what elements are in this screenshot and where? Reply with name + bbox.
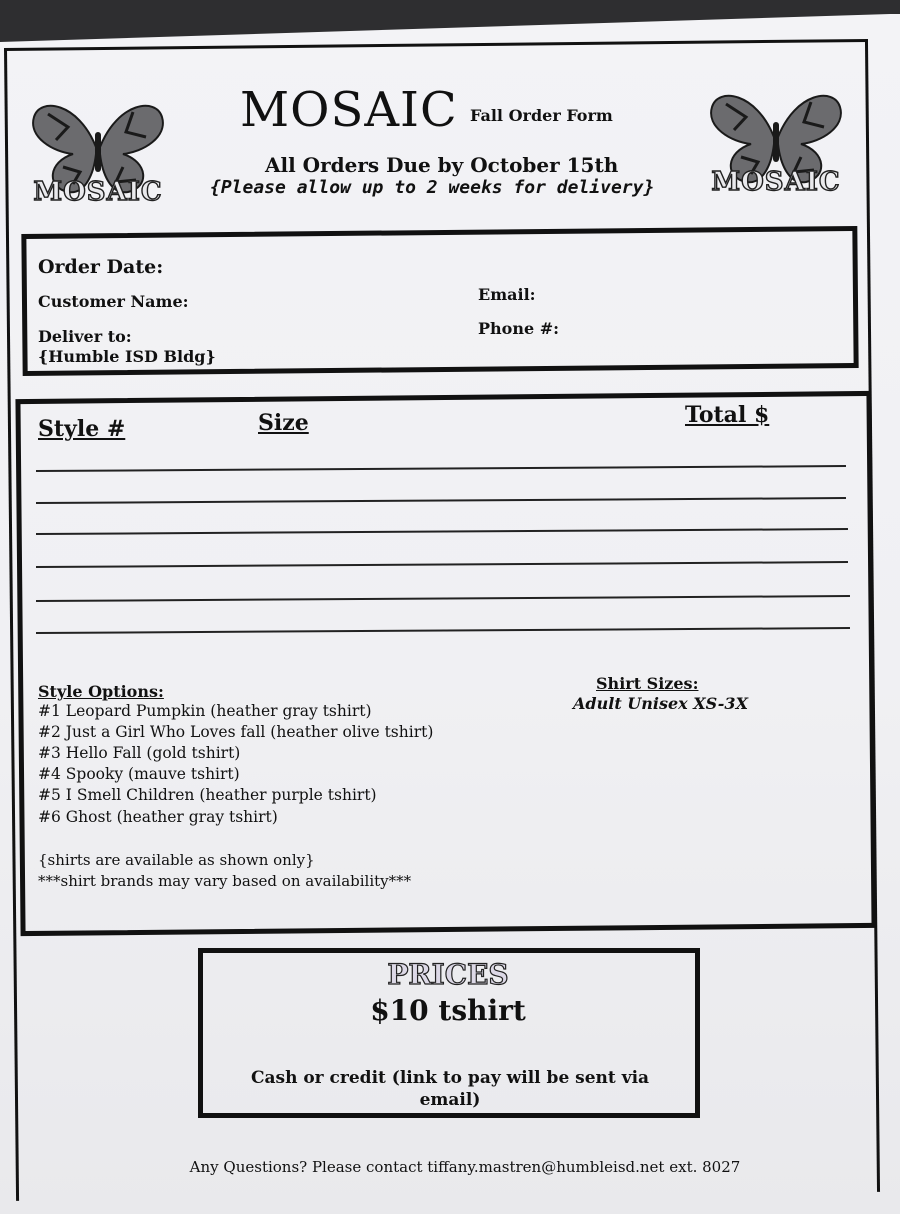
style-option: #1 Leopard Pumpkin (heather gray tshirt): [38, 702, 372, 720]
shirt-sizes-value: Adult Unisex XS-3X: [573, 694, 748, 713]
style-options-title: Style Options:: [38, 682, 164, 701]
style-option: #6 Ghost (heather gray tshirt): [38, 808, 278, 826]
tshirt-price: $10 tshirt: [370, 994, 526, 1027]
form-title: MOSAIC: [240, 82, 458, 138]
availability-note: {shirts are available as shown only}: [38, 851, 315, 869]
customer-name-label: Customer Name:: [38, 292, 189, 311]
deliver-to-value: {Humble ISD Bldg}: [38, 347, 216, 366]
deliver-to-label: Deliver to:: [38, 327, 132, 346]
style-option: #4 Spooky (mauve tshirt): [38, 765, 240, 783]
mosaic-butterfly-logo-left: [28, 92, 168, 207]
delivery-note: {Please allow up to 2 weeks for delivery}: [210, 177, 655, 198]
form-subtitle: Fall Order Form: [470, 106, 613, 125]
order-date-label: Order Date:: [38, 256, 164, 278]
brand-note: ***shirt brands may vary based on availability***: [38, 872, 412, 890]
contact-footer: Any Questions? Please contact tiffany.mastren@humbleisd.net ext. 8027: [189, 1158, 741, 1176]
shirt-sizes-title: Shirt Sizes:: [596, 674, 699, 693]
total-column-header: Total $: [685, 402, 770, 428]
style-option: #2 Just a Girl Who Loves fall (heather olive tshirt): [38, 723, 434, 741]
logo-wordmark: MOSAIC: [33, 177, 163, 207]
style-option: #5 I Smell Children (heather purple tshirt): [38, 786, 377, 804]
style-column-header: Style #: [38, 416, 126, 442]
logo-wordmark: MOSAIC: [711, 167, 841, 197]
due-date-line: All Orders Due by October 15th: [265, 153, 619, 177]
mosaic-butterfly-logo-right: [706, 82, 846, 197]
size-column-header: Size: [258, 410, 309, 436]
prices-title: PRICES: [387, 958, 509, 991]
phone-label: Phone #:: [478, 319, 560, 338]
style-option: #3 Hello Fall (gold tshirt): [38, 744, 241, 762]
payment-info: Cash or credit (link to pay will be sent via email): [250, 1068, 650, 1110]
email-label: Email:: [478, 285, 536, 304]
